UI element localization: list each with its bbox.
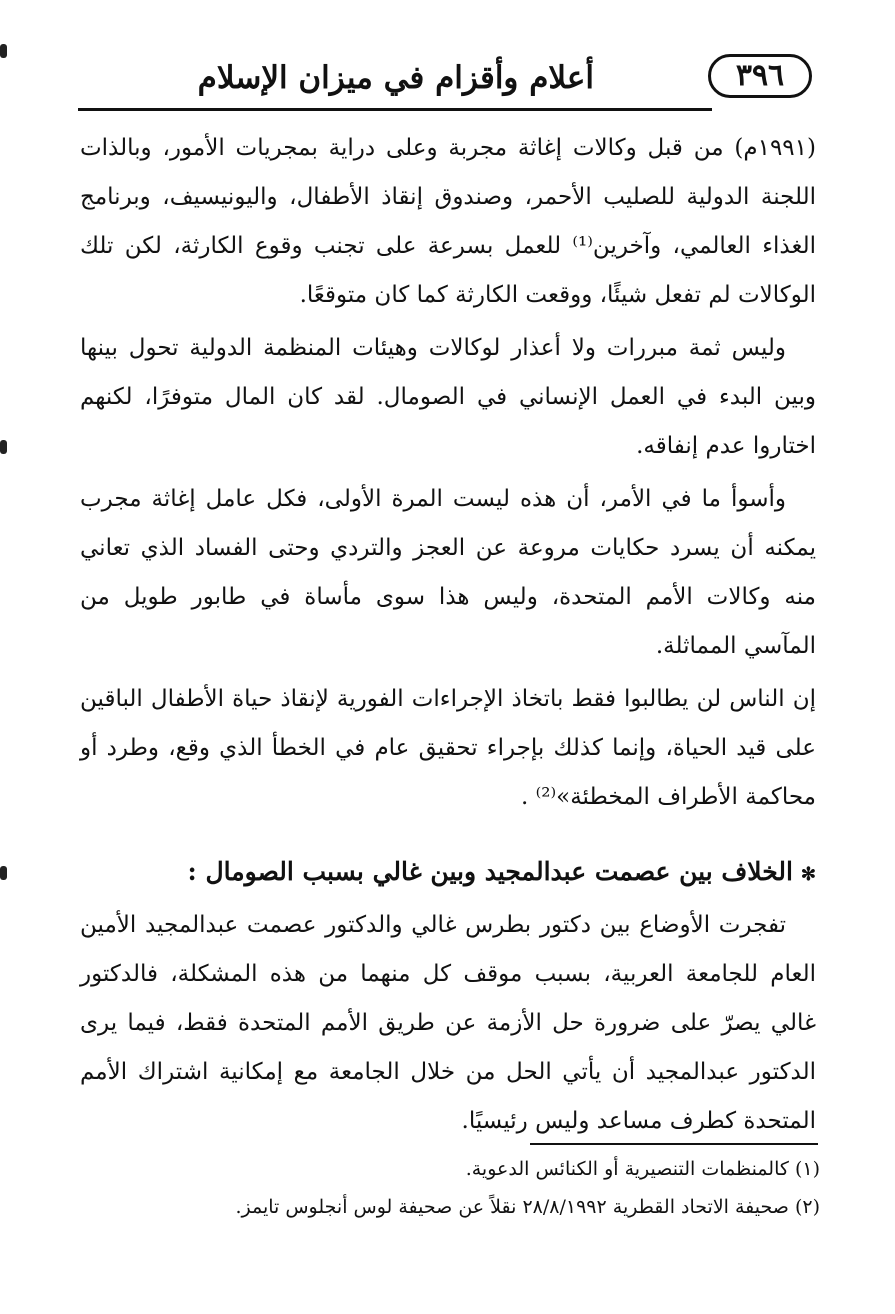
- page-number: ٣٩٦: [708, 54, 812, 98]
- scan-edge-mark: [0, 44, 7, 58]
- footnote: (١) كالمنظمات التنصيرية أو الكنائس الدعوية.: [465, 1158, 820, 1180]
- running-title: أعلام وأقزام في ميزان الإسلام: [197, 60, 594, 96]
- footnotes: [80, 1150, 820, 1226]
- section-heading-text: الخلاف بين عصمت عبدالمجيد وبين غالي بسبب الصومال :: [187, 857, 793, 886]
- footnote-rule: [530, 1143, 818, 1145]
- paragraph: وأسوأ ما في الأمر، أن هذه ليست المرة الأولى، فكل عامل إغاثة مجرب يمكنه أن يسرد حكايات مروعة عن العجز والتردي وحتى الفساد الذي تعاني منه وكالات الأمم المتحدة، وليس هذا سوى مأساة في طابور طويل من المآسي المماثلة.: [80, 486, 816, 659]
- body-text: [80, 124, 816, 1150]
- paragraph: إن الناس لن يطالبوا فقط باتخاذ الإجراءات الفورية لإنقاذ حياة الأطفال الباقين على قيد الحياة، وإنما كذلك بإجراء تحقيق عام في الخطأ الذي وقع، وطرد أو محاكمة الأطراف المخطئة»⁽²⁾ .: [80, 686, 816, 810]
- footnote: (٢) صحيفة الاتحاد القطرية ٢٨/٨/١٩٩٢ نقلاً عن صحيفة لوس أنجلوس تايمز.: [235, 1196, 820, 1218]
- asterism-icon: ✻: [800, 864, 816, 885]
- paragraph: (١٩٩١م) من قبل وكالات إغاثة مجربة وعلى دراية بمجريات الأمور، وبالذات اللجنة الدولية للصليب الأحمر، وصندوق إنقاذ الأطفال، واليونيسيف، وبرنامج الغذاء العالمي، وآخرين⁽¹⁾ للعمل بسرعة على تجنب وقوع الكارثة، لكن تلك الوكالات لم تفعل شيئًا، ووقعت الكارثة كما كان متوقعًا.: [80, 135, 816, 308]
- section-heading: [80, 848, 816, 899]
- paragraph: تفجرت الأوضاع بين دكتور بطرس غالي والدكتور عصمت عبدالمجيد الأمين العام للجامعة العربية، بسبب موقف كل منهما من هذه المشكلة، فالدكتور غالي يصرّ على ضرورة حل الأزمة عن طريق الأمم المتحدة فقط، فيما يرى الدكتور عبدالمجيد أن يأتي الحل من خلال الجامعة مع إمكانية اشتراك الأمم المتحدة كطرف مساعد وليس رئيسيًا.: [80, 912, 816, 1134]
- scan-edge-mark: [0, 440, 7, 454]
- paragraph: وليس ثمة مبررات ولا أعذار لوكالات وهيئات المنظمة الدولية تحول بينها وبين البدء في العمل الإنساني في الصومال. لقد كان المال متوفرًا، لكنهم اختاروا عدم إنفاقه.: [80, 335, 816, 459]
- scan-edge-mark: [0, 866, 7, 880]
- page-header: [78, 50, 812, 114]
- header-rule: [78, 108, 712, 111]
